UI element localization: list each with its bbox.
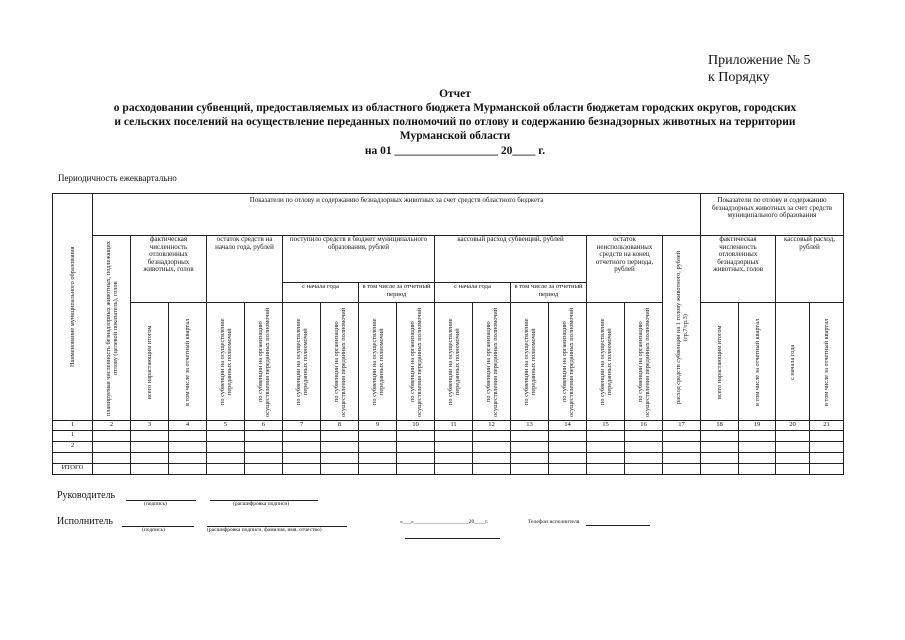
header-c15: по субвенции на осуществление переданных полномочий bbox=[587, 303, 625, 421]
col-number: 16 bbox=[625, 421, 663, 431]
col-number: 11 bbox=[435, 421, 473, 431]
table-row bbox=[53, 431, 844, 442]
header-expense-per-animal: расход средств субвенции на 1 голову животного, рублей (гр.7/гр.3) bbox=[663, 236, 701, 421]
col-number: 15 bbox=[587, 421, 625, 431]
head-decoding-hint: (расшифровка подписи) bbox=[233, 501, 290, 507]
header-received-since-start: с начала года bbox=[283, 283, 359, 303]
column-number-row bbox=[53, 421, 844, 431]
header-c16: по субвенции на организацию осуществления переданных полномочий bbox=[625, 303, 663, 421]
col-number: 4 bbox=[169, 421, 207, 431]
date-underline bbox=[405, 538, 500, 539]
row-label: 2 bbox=[53, 442, 93, 453]
appendix-note bbox=[708, 52, 811, 86]
header-c11: по субвенции на осуществление переданных полномочий bbox=[435, 303, 473, 421]
periodicity: Периодичность ежеквартально bbox=[58, 173, 177, 183]
header-actual-count: фактическая численность отловленных безнадзорных животных, голов bbox=[131, 236, 207, 303]
table-row-total bbox=[53, 464, 844, 475]
header-c12: по субвенции на организацию осуществления переданных полномочий bbox=[473, 303, 511, 421]
col-number: 3 bbox=[131, 421, 169, 431]
col-number: 7 bbox=[283, 421, 321, 431]
table-row bbox=[53, 453, 844, 464]
header-c14: по субвенции на организацию осуществления переданных полномочий bbox=[549, 303, 587, 421]
header-c7: по субвенции на осуществление переданных полномочий bbox=[283, 303, 321, 421]
phone-line[interactable] bbox=[586, 525, 650, 526]
header-c18: всего нарастающим итогом bbox=[701, 303, 739, 421]
col-number: 13 bbox=[511, 421, 549, 431]
col-number: 21 bbox=[810, 421, 844, 431]
col-number: 6 bbox=[245, 421, 283, 431]
header-mun-actual-count: фактическая численность отловленных безнадзорных животных, голов bbox=[701, 236, 776, 303]
col-number: 9 bbox=[359, 421, 397, 431]
header-balance-end: остаток неиспользованных средств на конец отчетного периода, рублей bbox=[587, 236, 663, 303]
report-table bbox=[52, 193, 844, 475]
appendix-reference: к Порядку bbox=[708, 70, 770, 85]
header-received: поступило средств в бюджет муниципального образования, рублей bbox=[283, 236, 435, 283]
header-cash-expense: кассовый расход субвенций, рублей bbox=[435, 236, 587, 283]
report-title-line2: и сельских поселений на осуществление переданных полномочий по отлову и содержанию безнадзорных животных на территории bbox=[114, 116, 796, 128]
row-label bbox=[53, 453, 93, 464]
head-label: Руководитель bbox=[57, 490, 116, 501]
header-c19: в том числе за отчетный квартал bbox=[739, 303, 776, 421]
header-municipal-group: Показатели по отлову и содержанию безнадзорных животных за счет средств муниципального образования bbox=[701, 194, 844, 236]
header-c8: по субвенции на организацию осуществления переданных полномочий bbox=[321, 303, 359, 421]
col-number: 8 bbox=[321, 421, 359, 431]
header-c5: по субвенции на осуществление переданных полномочий bbox=[207, 303, 245, 421]
row-label: 1 bbox=[53, 431, 93, 442]
executor-decoding-hint: (расшифровка подписи, фамилия, имя, отчество) bbox=[207, 527, 322, 533]
report-date: на 01 __________________ 20____ г. bbox=[364, 145, 546, 157]
head-signature-hint: (подпись) bbox=[144, 501, 167, 507]
header-expense-in-period: в том числе за отчетный период bbox=[511, 283, 587, 303]
header-c3: всего нарастающим итогом bbox=[131, 303, 169, 421]
col-number: 1 bbox=[53, 421, 93, 431]
col-number: 12 bbox=[473, 421, 511, 431]
col-number: 17 bbox=[663, 421, 701, 431]
row-label-total: ИТОГО bbox=[53, 464, 93, 475]
appendix-number: Приложение № 5 bbox=[708, 53, 811, 68]
header-received-in-period: в том числе за отчетный период bbox=[359, 283, 435, 303]
header-c20: с начала года bbox=[776, 303, 810, 421]
header-regional-group: Показатели по отлову и содержанию безнадзорных животных за счет средств областного бюджета bbox=[93, 194, 701, 236]
col-number: 14 bbox=[549, 421, 587, 431]
header-c4: в том числе за отчетный квартал bbox=[169, 303, 207, 421]
date-line[interactable]: «___»____________________20____г. bbox=[400, 519, 489, 525]
report-title-line1: о расходовании субвенций, предоставляемых из областного бюджета Мурманской области бюджетам городских округов, городских bbox=[113, 102, 797, 114]
header-c10: по субвенции на организацию осуществления переданных полномочий bbox=[397, 303, 435, 421]
header-planned: планируемая численность безнадзорных животных, подлежащих отлову (целевой показатель), голов bbox=[93, 236, 131, 421]
header-c6: по субвенции на организацию осуществления переданных полномочий bbox=[245, 303, 283, 421]
col-number: 5 bbox=[207, 421, 245, 431]
header-expense-since-start: с начала года bbox=[435, 283, 511, 303]
col-number: 2 bbox=[93, 421, 131, 431]
col-number: 19 bbox=[739, 421, 776, 431]
header-c13: по субвенции на осуществление переданных полномочий bbox=[511, 303, 549, 421]
executor-label: Исполнитель bbox=[57, 516, 113, 527]
col-number: 20 bbox=[776, 421, 810, 431]
col-number: 18 bbox=[701, 421, 739, 431]
header-mun-cash-expense: кассовый расход, рублей bbox=[776, 236, 844, 303]
table-row bbox=[53, 442, 844, 453]
report-title-word: Отчет bbox=[439, 88, 471, 100]
header-c21: в том числе за отчетный квартал bbox=[810, 303, 844, 421]
header-balance-start: остаток средств на начало года, рублей bbox=[207, 236, 283, 303]
phone-label: Телефон исполнителя bbox=[528, 519, 580, 525]
report-title-line3: Мурманской области bbox=[399, 130, 511, 142]
header-municipality: Наименование муниципального образования bbox=[53, 194, 93, 421]
col-number: 10 bbox=[397, 421, 435, 431]
header-c9: по субвенции на осуществление переданных полномочий bbox=[359, 303, 397, 421]
executor-signature-hint: (подпись) bbox=[142, 527, 165, 533]
